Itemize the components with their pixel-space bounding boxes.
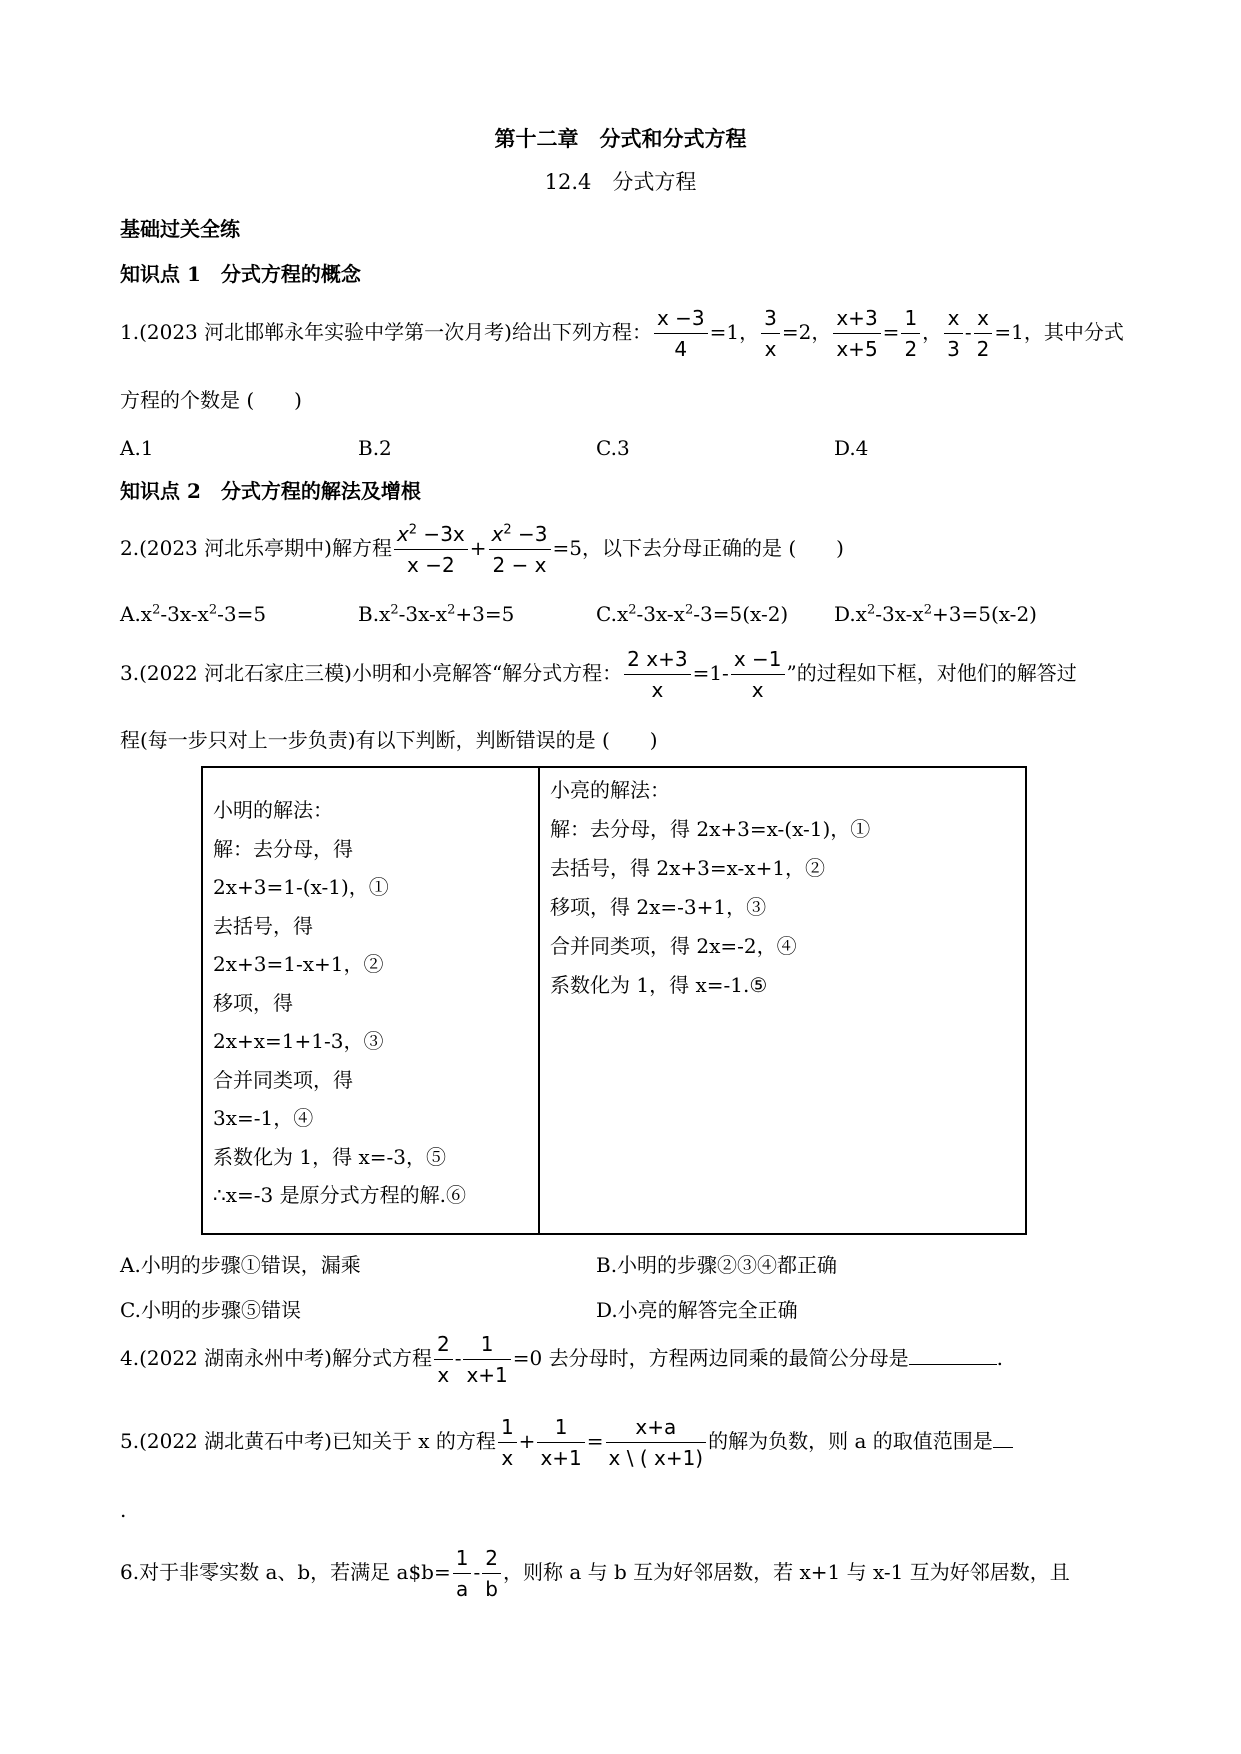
xiaoming-line: 移项，得 bbox=[213, 991, 293, 1015]
q1-option-a: A.1 bbox=[120, 436, 154, 460]
q4-answer-blank[interactable] bbox=[909, 1344, 997, 1365]
q5-answer-blank[interactable] bbox=[993, 1427, 1013, 1448]
q5-fraction-1: $\frac{1}{x}$ bbox=[498, 1415, 517, 1470]
question-5: 5.(2022 湖北黄石中考)已知关于 x 的方程 $\frac{1}{x}$ + $\frac{1}{x+1}$ = $\frac{x+a}{x \backslash ( x+1)}$ 的解为负数，则 a 的取值范围是 bbox=[120, 1415, 1013, 1470]
q5-line-2: . bbox=[120, 1498, 127, 1522]
solutions-table bbox=[201, 766, 1027, 1235]
xiaoliang-line: 系数化为 1，得 x=-1.⑤ bbox=[550, 973, 768, 997]
xiaoming-line: 2x+x=1+1-3，③ bbox=[213, 1029, 384, 1053]
q1-prefix: 1.(2023 河北邯郸永年实验中学第一次月考)给出下列方程： bbox=[120, 320, 652, 344]
q3-fraction-2: $\frac{x -1}{x}$ bbox=[731, 647, 785, 702]
q5-fraction-3: $\frac{x+a}{x \backslash ( x+1)}$ bbox=[606, 1415, 707, 1470]
q6-fraction-2: $\frac{2}{b}$ bbox=[482, 1546, 501, 1601]
q1-option-d: D.4 bbox=[834, 436, 869, 460]
q1-fraction-2: $\frac{3}{x}$ bbox=[761, 306, 780, 361]
q5-fraction-2: $\frac{1}{x+1}$ bbox=[537, 1415, 584, 1470]
knowledge-point-1: 知识点 1 分式方程的概念 bbox=[120, 262, 361, 286]
q1-fraction-3: $\frac{x+3}{x+5}$ bbox=[833, 306, 880, 361]
xiaoliang-line: 去括号，得 2x+3=x-x+1，② bbox=[550, 856, 826, 880]
xiaoming-line: ∴x=-3 是原分式方程的解.⑥ bbox=[213, 1183, 466, 1207]
q4-fraction-1: $\frac{2}{x}$ bbox=[434, 1332, 453, 1387]
q2-option-d: $D.x^2-3x-x^2+3=5(x-2)$ bbox=[834, 602, 1037, 626]
xiaoliang-line: 小亮的解法： bbox=[550, 778, 670, 802]
xiaoliang-line: 合并同类项，得 2x=-2，④ bbox=[550, 934, 797, 958]
q3-option-b: B.小明的步骤②③④都正确 bbox=[596, 1253, 838, 1277]
knowledge-point-2: 知识点 2 分式方程的解法及增根 bbox=[120, 479, 421, 503]
question-2: 2.(2023 河北乐亭期中)解方程 $\frac{x^2 -3x}{x -2}$ + $\frac{x^2 -3}{2 - x}$ =5，以下去分母正确的是 ( ) bbox=[120, 522, 844, 577]
q3-option-c: C.小明的步骤⑤错误 bbox=[120, 1298, 301, 1322]
xiaoming-line: 去括号，得 bbox=[213, 914, 313, 938]
q2-option-b: $B.x^2-3x-x^2+3=5$ bbox=[358, 602, 515, 626]
q1-fraction-6: $\frac{x}{2}$ bbox=[974, 306, 993, 361]
q3-fraction-1: $\frac{2 x+3}{x}$ bbox=[624, 647, 690, 702]
question-1: 1.(2023 河北邯郸永年实验中学第一次月考)给出下列方程： $\frac{x -3}{4}$ =1， $\frac{3}{x}$ =2， $\frac{x+3}{x+5}$ = $\frac{1}{2}$ ， $\frac{x}{3}$ - $\frac{x}{2}$ =1，其中分式 bbox=[120, 306, 1124, 361]
question-4: 4.(2022 湖南永州中考)解分式方程 $\frac{2}{x}$ - $\frac{1}{x+1}$ =0 去分母时，方程两边同乘的最简公分母是 . bbox=[120, 1332, 1003, 1387]
q1-option-b: B.2 bbox=[358, 436, 392, 460]
part-heading: 基础过关全练 bbox=[120, 217, 240, 241]
xiaoming-line: 2x+3=1-(x-1)，① bbox=[213, 875, 389, 899]
xiaoming-line: 2x+3=1-x+1，② bbox=[213, 952, 384, 976]
q3-option-d: D.小亮的解答完全正确 bbox=[596, 1298, 798, 1322]
xiaoming-line: 小明的解法： bbox=[213, 798, 333, 822]
xiaoming-line: 合并同类项，得 bbox=[213, 1068, 353, 1092]
section-title: 12.4 分式方程 bbox=[544, 170, 697, 194]
xiaoming-line: 解：去分母，得 bbox=[213, 837, 353, 861]
question-3: 3.(2022 河北石家庄三模)小明和小亮解答“解分式方程： $\frac{2 x+3}{x}$ =1- $\frac{x -1}{x}$ ”的过程如下框，对他们的解答过 bbox=[120, 647, 1077, 702]
table-divider bbox=[538, 768, 540, 1233]
q1-fraction-5: $\frac{x}{3}$ bbox=[944, 306, 963, 361]
q2-fraction-2: $\frac{x^2 -3}{2 - x}$ bbox=[489, 522, 551, 577]
q1-fraction-4: $\frac{1}{2}$ bbox=[901, 306, 920, 361]
chapter-title: 第十二章 分式和分式方程 bbox=[494, 126, 747, 151]
q3-option-a: A.小明的步骤①错误，漏乘 bbox=[120, 1253, 361, 1277]
q6-fraction-1: $\frac{1}{a}$ bbox=[453, 1546, 472, 1601]
q3-line-2: 程(每一步只对上一步负责)有以下判断，判断错误的是 ( ) bbox=[120, 728, 658, 752]
xiaoming-line: 3x=-1，④ bbox=[213, 1106, 314, 1130]
q1-option-c: C.3 bbox=[596, 436, 630, 460]
xiaoliang-line: 移项，得 2x=-3+1，③ bbox=[550, 895, 767, 919]
q1-fraction-1: $\frac{x -3}{4}$ bbox=[654, 306, 708, 361]
q2-option-c: $C.x^2-3x-x^2-3=5(x-2)$ bbox=[596, 602, 789, 626]
q1-line-2: 方程的个数是 ( ) bbox=[120, 388, 302, 412]
q4-fraction-2: $\frac{1}{x+1}$ bbox=[463, 1332, 510, 1387]
q2-option-a: $A.x^2-3x-x^2-3=5$ bbox=[120, 602, 267, 626]
question-6: 6.对于非零实数 a、b，若满足 a$b= $\frac{1}{a}$ - $\frac{2}{b}$ ，则称 a 与 b 互为好邻居数，若 x+1 与 x-1 互为好邻居数，且 bbox=[120, 1546, 1070, 1601]
xiaoliang-line: 解：去分母，得 2x+3=x-(x-1)，① bbox=[550, 817, 871, 841]
xiaoming-line: 系数化为 1，得 x=-3，⑤ bbox=[213, 1145, 446, 1169]
q2-fraction-1: $\frac{x^2 -3x}{x -2}$ bbox=[394, 522, 468, 577]
